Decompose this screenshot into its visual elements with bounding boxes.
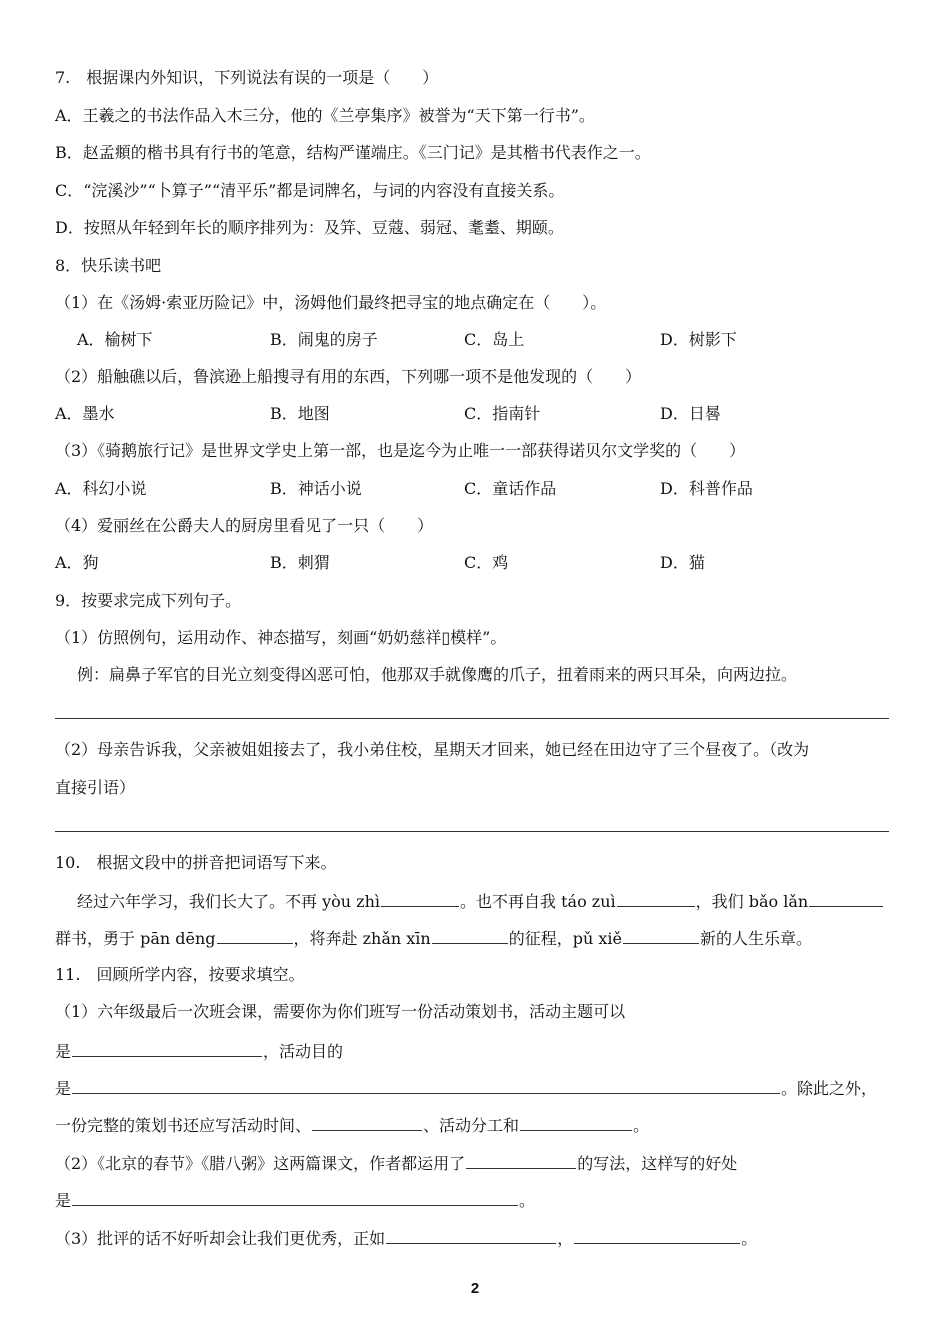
q11-sub2-line2: [55, 1189, 535, 1211]
q7-stem: 7. 根据课内外知识，下列说法有误的一项是（ ）: [55, 68, 439, 87]
q7-option-c: C．“浣溪沙”“卜算子”“清平乐”都是词牌名，与词的内容没有直接关系。: [55, 181, 565, 200]
q9-answer-line-2[interactable]: [55, 831, 889, 832]
q9-title: 9．按要求完成下列句子。: [55, 591, 242, 610]
q8-sub2-option-a: A．墨水: [55, 404, 115, 423]
q8-sub4-option-c: C．鸡: [464, 553, 509, 572]
blank-plan-item[interactable]: [312, 1114, 422, 1131]
q8-sub1-option-a: A．榆树下: [77, 330, 153, 349]
q9-sub2-line1: （2）母亲告诉我，父亲被姐姐接去了，我小弟住校，星期天才回来，她已经在田边守了三个昼夜了。（改为: [55, 740, 810, 759]
q10-para-line1: [77, 890, 884, 912]
q8-sub2-option-c: C．指南针: [464, 404, 541, 423]
q8-sub3-option-b: B．神话小说: [270, 479, 362, 498]
q10-text-5: ，将奔赴 zhǎn xīn: [293, 929, 431, 948]
q11-text-besides: 。除此之外，: [781, 1079, 878, 1098]
q7-option-a: A．王羲之的书法作品入木三分，他的《兰亭集序》被誉为“天下第一行书”。: [55, 106, 595, 125]
blank-pan-deng[interactable]: [217, 927, 293, 944]
q8-sub1-stem: （1）在《汤姆·索亚历险记》中，汤姆他们最终把寻宝的地点确定在（ ）。: [55, 293, 607, 312]
q8-sub1-option-b: B．闹鬼的房子: [270, 330, 378, 349]
q11-text-plan-time: 一份完整的策划书还应写活动时间、: [55, 1116, 312, 1135]
blank-plan-item-2[interactable]: [520, 1114, 632, 1131]
q8-sub3-option-c: C．童话作品: [464, 479, 557, 498]
q8-sub2-stem: （2）船触礁以后，鲁滨逊上船搜寻有用的东西，下列哪一项不是他发现的（ ）: [55, 367, 642, 386]
q10-text-2: 。也不再自我 táo zuì: [460, 892, 616, 911]
blank-quote-1[interactable]: [386, 1227, 556, 1244]
blank-quote-2[interactable]: [574, 1227, 740, 1244]
q10-text-3: ，我们 bǎo lǎn: [695, 892, 809, 911]
q11-text-purpose: ，活动目的: [263, 1042, 344, 1061]
q11-sub2-line1: [55, 1152, 737, 1174]
q11-sub1-line2: [55, 1040, 343, 1062]
q8-sub2-option-d: D．日晷: [660, 404, 721, 423]
blank-activity-theme[interactable]: [72, 1040, 262, 1057]
q9-sub1: （1）仿照例句，运用动作、神态描写，刻画“奶奶慈祥▯模样”。: [55, 628, 507, 647]
q8-sub4-option-d: D．猫: [660, 553, 705, 572]
q10-text-1: 经过六年学习，我们长大了。不再 yòu zhì: [77, 892, 381, 911]
q11-text-period-2: 。: [519, 1191, 536, 1210]
q11-text-sub3: （3）批评的话不好听却会让我们更优秀，正如: [55, 1229, 386, 1248]
blank-zhan-xin[interactable]: [432, 927, 508, 944]
q11-text-shi-1: 是: [55, 1042, 72, 1061]
q11-sub1-line4: [55, 1114, 649, 1136]
q9-example: 例：扁鼻子军官的目光立刻变得凶恶可怕，他那双手就像鹰的爪子，扭着雨来的两只耳朵，向两边拉。: [77, 665, 798, 684]
q8-sub4-option-b: B．刺猬: [270, 553, 330, 572]
q9-answer-line-1[interactable]: [55, 718, 889, 719]
q7-option-b: B．赵孟頫的楷书具有行书的笔意，结构严谨端庄。《三门记》是其楷书代表作之一。: [55, 143, 651, 162]
blank-bao-lan[interactable]: [809, 890, 883, 907]
blank-writing-method[interactable]: [466, 1152, 576, 1169]
q8-sub4-stem: （4）爱丽丝在公爵夫人的厨房里看见了一只（ ）: [55, 516, 434, 535]
q11-title: 11. 回顾所学内容，按要求填空。: [55, 965, 305, 984]
q8-sub3-option-a: A．科幻小说: [55, 479, 147, 498]
q8-sub3-option-d: D．科普作品: [660, 479, 753, 498]
q8-sub3-stem: （3）《骑鹅旅行记》是世界文学史上第一部，也是迄今为止唯一一部获得诺贝尔文学奖的（ ）: [55, 441, 746, 460]
q8-sub4-option-a: A．狗: [55, 553, 99, 572]
blank-writing-benefit[interactable]: [72, 1189, 518, 1206]
q8-sub1-option-c: C．岛上: [464, 330, 525, 349]
q11-text-division: 、活动分工和: [423, 1116, 520, 1135]
q11-text-period: 。: [633, 1116, 650, 1135]
q10-text-4: 群书，勇于 pān dēng: [55, 929, 216, 948]
q11-text-comma: ，: [557, 1229, 574, 1248]
q11-text-benefit: 的写法，这样写的好处: [577, 1154, 738, 1173]
q11-sub1-line3: [55, 1077, 877, 1099]
page-number: 2: [470, 1280, 480, 1297]
blank-pu-xie[interactable]: [623, 927, 699, 944]
q8-sub2-option-b: B．地图: [270, 404, 330, 423]
q8-title: 8．快乐读书吧: [55, 256, 162, 275]
q11-sub1-stem: （1）六年级最后一次班会课，需要你为你们班写一份活动策划书，活动主题可以: [55, 1002, 626, 1021]
blank-activity-purpose[interactable]: [72, 1077, 780, 1094]
q10-text-6: 的征程，pǔ xiě: [508, 929, 622, 948]
q11-text-shi-2: 是: [55, 1079, 72, 1098]
q10-text-7: 新的人生乐章。: [699, 929, 812, 948]
q11-text-period-3: 。: [741, 1229, 758, 1248]
q8-sub1-option-d: D．树影下: [660, 330, 737, 349]
blank-you-zhi[interactable]: [381, 890, 459, 907]
blank-tao-zui[interactable]: [617, 890, 695, 907]
q10-title: 10. 根据文段中的拼音把词语写下来。: [55, 853, 337, 872]
q7-option-d: D．按照从年轻到年长的顺序排列为：及笄、豆蔻、弱冠、耄耋、期颐。: [55, 218, 564, 237]
q10-para-line2: [55, 927, 812, 949]
q11-text-sub2: （2）《北京的春节》《腊八粥》这两篇课文，作者都运用了: [55, 1154, 466, 1173]
q9-sub2-line2: 直接引语）: [55, 778, 136, 797]
q11-sub3: [55, 1227, 757, 1249]
q11-text-shi-3: 是: [55, 1191, 72, 1210]
